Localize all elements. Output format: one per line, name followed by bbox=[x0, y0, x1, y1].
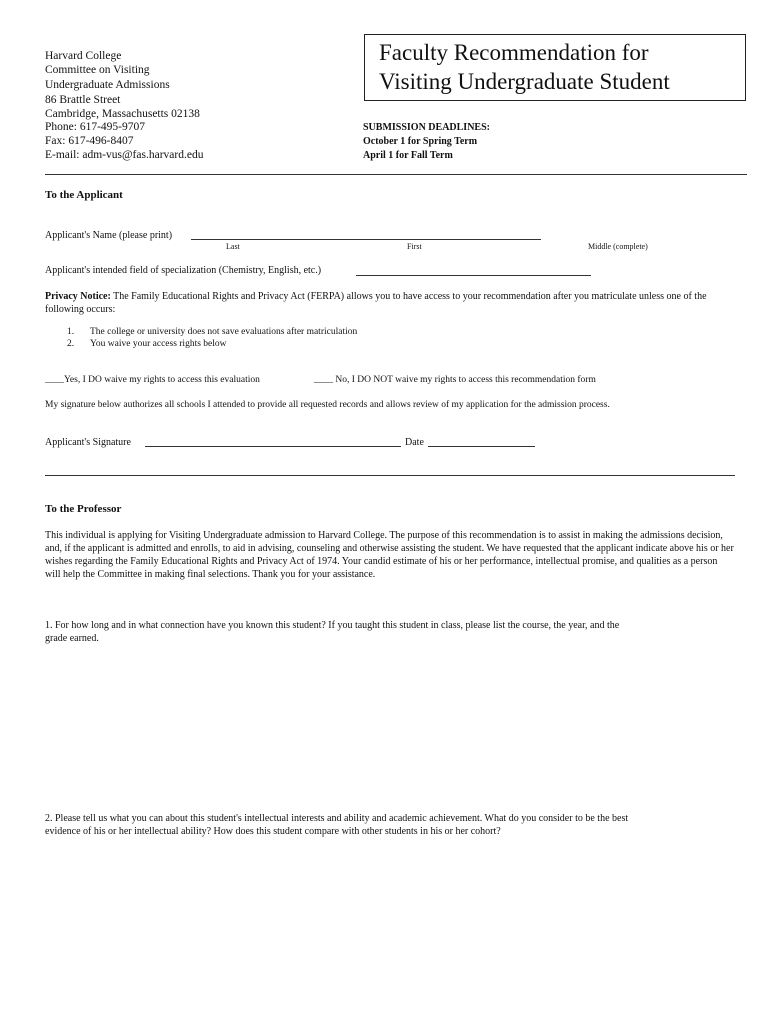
name-sublabel-middle: Middle (complete) bbox=[588, 242, 648, 251]
org-email: E-mail: adm-vus@fas.harvard.edu bbox=[45, 149, 204, 161]
deadline-fall: April 1 for Fall Term bbox=[363, 150, 453, 161]
deadlines-heading: SUBMISSION DEADLINES: bbox=[363, 122, 490, 133]
specialization-label: Applicant's intended field of specialization (Chemistry, English, etc.) bbox=[45, 265, 322, 276]
org-department: Undergraduate Admissions bbox=[45, 79, 170, 91]
records-authorization-text: My signature below authorizes all schools I attended to provide all requested records and allows review of my application for the admission process. bbox=[45, 400, 610, 410]
signature-field[interactable] bbox=[145, 446, 401, 447]
professor-section-heading: To the Professor bbox=[45, 503, 122, 515]
question-2-answer-area[interactable] bbox=[45, 845, 735, 1005]
form-title-box bbox=[364, 34, 746, 101]
question-1-answer-area[interactable] bbox=[45, 650, 735, 800]
specialization-field[interactable] bbox=[356, 275, 591, 276]
name-sublabel-last: Last bbox=[226, 242, 240, 251]
privacy-notice-label: Privacy Notice: bbox=[45, 291, 111, 302]
name-sublabel-first: First bbox=[407, 242, 422, 251]
date-field[interactable] bbox=[428, 446, 535, 447]
org-street: 86 Brattle Street bbox=[45, 94, 121, 106]
privacy-item-number: 1. bbox=[67, 327, 75, 337]
waive-rights-yes-option[interactable]: ____Yes, I DO waive my rights to access this evaluation bbox=[45, 375, 260, 385]
privacy-item-number: 2. bbox=[67, 339, 75, 349]
professor-intro-text: This individual is applying for Visiting Undergraduate admission to Harvard College. The purpose of this recommendation is to assist in making the admissions decision, and, if the applicant is admitted and enrolls, to aid in advising, counseling and otherwise assisting the student. We have requested that the applicant indicate above his or her wishes regarding the Family Educational Rights and Privacy Act of 1974. Your candid estimate of his or her performance, intellectual promise, and qualities as a person will help the Committee in making final selections. Thank you for your assistance. bbox=[45, 530, 734, 580]
question-1-line1: 1. For how long and in what connection have you known this student? If you taught this student in class, please list the course, the year, and the bbox=[45, 620, 620, 631]
question-2-line1: 2. Please tell us what you can about this student's intellectual interests and ability and academic achievement. What do you consider to be the best bbox=[45, 813, 629, 824]
privacy-notice bbox=[45, 290, 735, 316]
header-divider bbox=[45, 174, 747, 175]
privacy-item-text: The college or university does not save evaluations after matriculation bbox=[90, 327, 358, 337]
org-committee: Committee on Visiting bbox=[45, 64, 150, 76]
org-phone: Phone: 617-495-9707 bbox=[45, 121, 145, 133]
privacy-notice-text: The Family Educational Rights and Privacy Act (FERPA) allows you to have access to your recommendation after you matriculate unless one of the following occurs: bbox=[45, 291, 707, 315]
form-title-line1: Faculty Recommendation for bbox=[379, 40, 649, 65]
signature-label: Applicant's Signature bbox=[45, 437, 131, 448]
applicant-name-label: Applicant's Name (please print) bbox=[45, 230, 173, 241]
applicant-section-heading: To the Applicant bbox=[45, 189, 123, 201]
section-divider bbox=[45, 475, 735, 476]
deadline-spring: October 1 for Spring Term bbox=[363, 136, 478, 147]
org-name: Harvard College bbox=[45, 50, 122, 62]
form-title-line2: Visiting Undergraduate Student bbox=[379, 69, 670, 94]
date-label: Date bbox=[405, 437, 424, 448]
org-city: Cambridge, Massachusetts 02138 bbox=[45, 108, 200, 120]
org-fax: Fax: 617-496-8407 bbox=[45, 135, 134, 147]
waive-rights-no-option[interactable]: ____ No, I DO NOT waive my rights to access this recommendation form bbox=[314, 375, 596, 385]
privacy-item-text: You waive your access rights below bbox=[90, 339, 227, 349]
question-2-line2: evidence of his or her intellectual ability? How does this student compare with other students in his or her cohort? bbox=[45, 826, 501, 837]
question-1-line2: grade earned. bbox=[45, 633, 99, 644]
applicant-name-field[interactable] bbox=[191, 239, 541, 240]
